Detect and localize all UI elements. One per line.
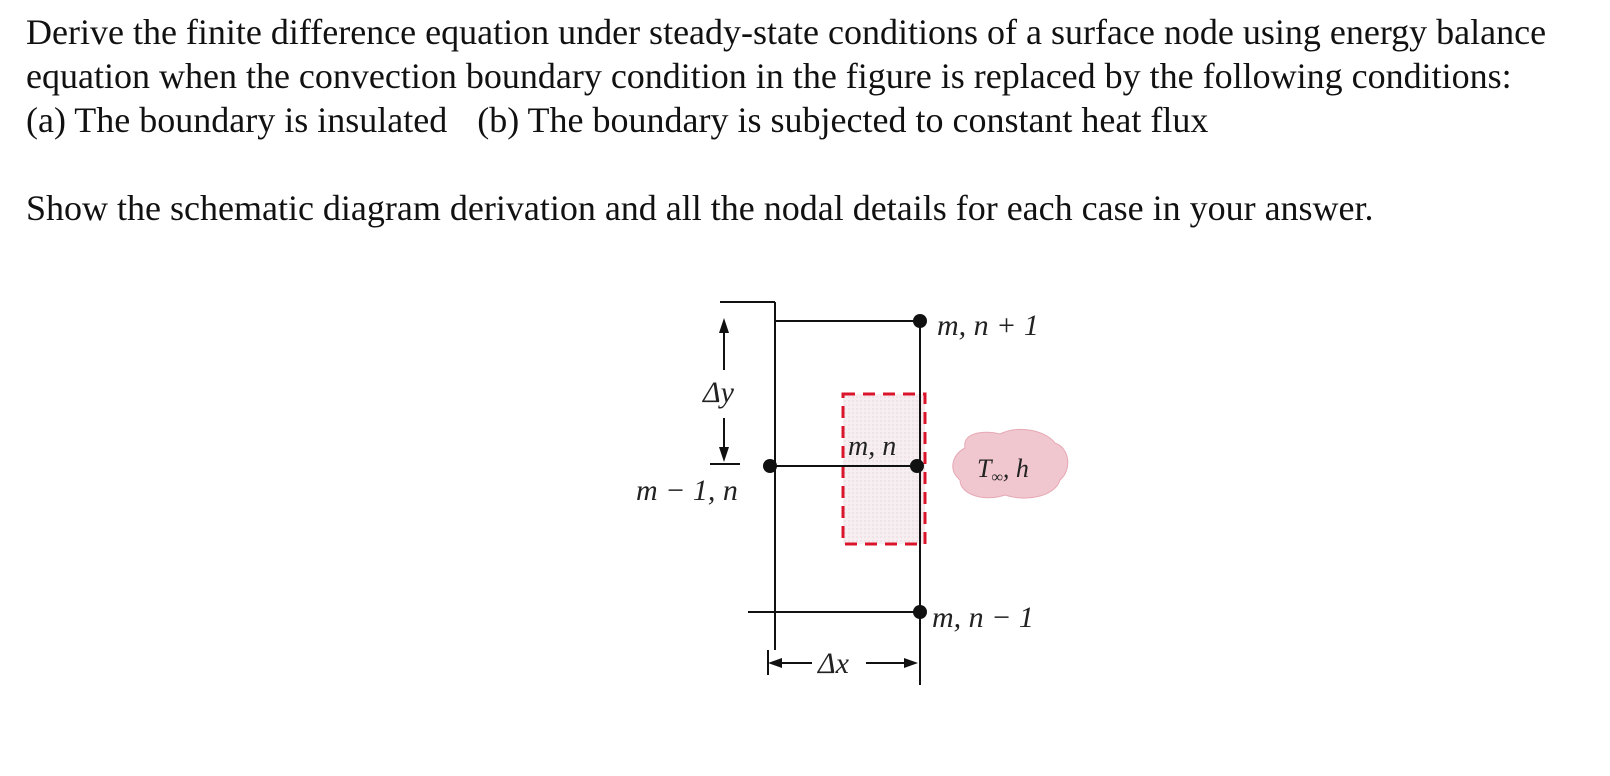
question-paragraph: Derive the finite difference equation under steady-state conditions of a surface node using energy balance equation when the convection boundary condition in the figure is replaced by the following conditions: [26, 12, 1547, 96]
fluid-infinity-subscript: ∞ [991, 469, 1003, 486]
label-node-bottom: m, n − 1 [932, 601, 1034, 634]
node-m-n-minus-1 [913, 605, 927, 619]
dx-label: Δx [818, 647, 849, 680]
dy-label: Δy [703, 376, 734, 409]
node-m-n-plus-1 [913, 314, 927, 328]
label-node-top: m, n + 1 [937, 309, 1039, 342]
label-node-left: m − 1, n [636, 474, 738, 507]
node-m-n [910, 459, 924, 473]
fluid-t-symbol: T [977, 454, 992, 483]
part-a: (a) The boundary is insulated [26, 100, 448, 140]
fluid-temperature-label [977, 454, 1029, 486]
node-m-minus-1-n [763, 459, 777, 473]
fluid-h-symbol: , h [1002, 454, 1029, 483]
question-instruction: Show the schematic diagram derivation and all the nodal details for each case in your answer. [26, 188, 1374, 228]
label-node-center: m, n [848, 431, 897, 462]
part-b: (b) The boundary is subjected to constant heat flux [477, 100, 1209, 140]
